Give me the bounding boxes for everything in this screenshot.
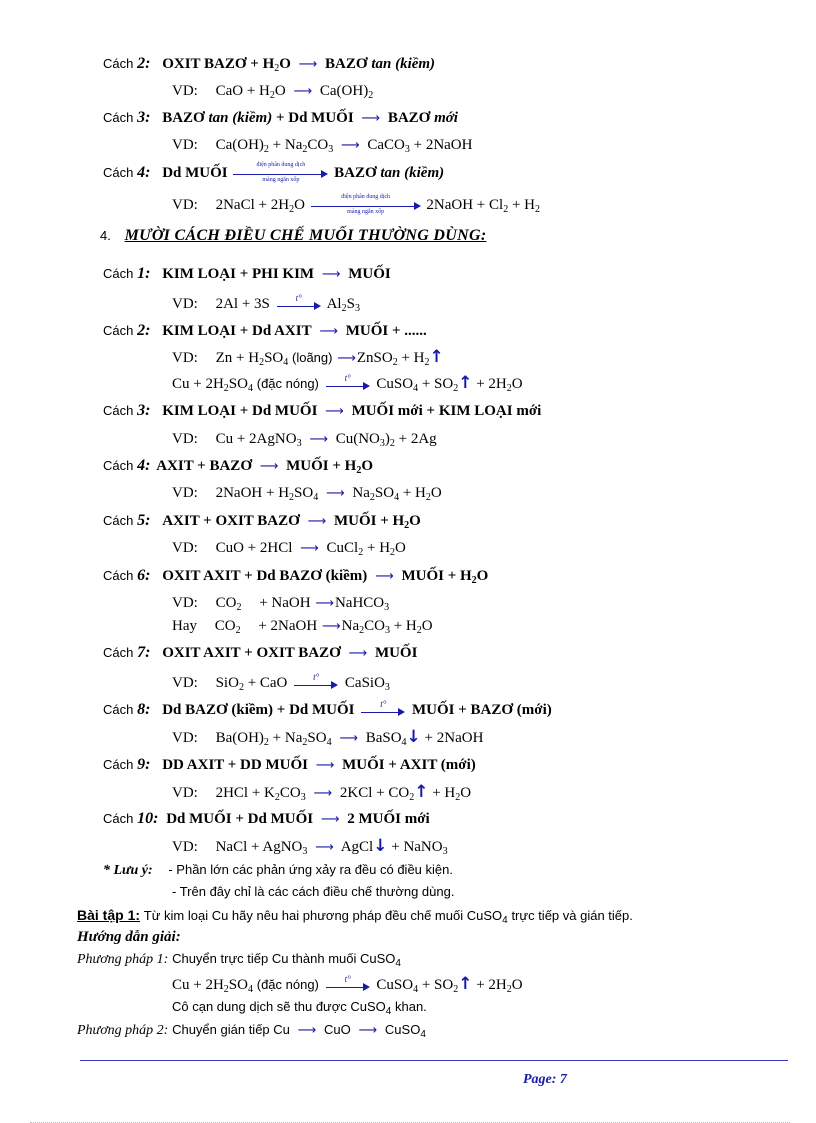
note-line-2: - Trên đây chỉ là các cách điều chế thường dùng. xyxy=(172,884,455,899)
arrow-icon: ⟶ xyxy=(315,840,334,855)
precipitate-down-arrow-icon: ↓ xyxy=(406,727,421,747)
salt-method-5: Cách 5: AXIT + OXIT BAZƠ ⟶ MUỐI + $H_2O$ xyxy=(103,512,421,531)
method-number: 2: xyxy=(137,55,151,72)
method-1-line: Phương pháp 1: Chuyển trực tiếp Cu thành muối CuSO$_4$ xyxy=(77,951,401,969)
arrow-icon: ⟶ xyxy=(358,1023,378,1038)
arrow-icon: ⟶ xyxy=(339,731,358,746)
page-number: Page: 7 xyxy=(523,1072,567,1087)
salt-example-4: VD: 2NaOH + $H_2SO_4$ ⟶ $Na_2SO_4 + H_2O$ xyxy=(172,485,442,503)
arrow-icon: ⟶ xyxy=(315,596,334,611)
salt-example-9: VD: $2HCl + K_2CO_3$ ⟶ $2KCl + CO_2↑ + H_2O$ xyxy=(172,782,472,803)
evaporation-line: Cô cạn dung dịch sẽ thu được CuSO$_4$ khan. xyxy=(172,999,427,1017)
gas-up-arrow-icon: ↑ xyxy=(458,373,473,393)
salt-example-6a: VD: $CO_2$ + NaOH ⟶NaHCO$_3$ xyxy=(172,595,390,613)
method-2-bazo: Cách 2: OXIT BAZƠ + $H_2O$ ⟶ BAZƠ tan (kiềm) xyxy=(103,55,436,74)
salt-example-1: VD: 2Al + 3S t° $Al_2S_3$ xyxy=(172,292,360,314)
arrow-icon: ⟶ xyxy=(375,569,394,584)
heat-arrow-icon: t° xyxy=(326,978,370,994)
footer-divider xyxy=(80,1060,788,1061)
salt-method-3: Cách 3: KIM LOẠI + Dd MUỐI ⟶ MUỐI mới + KIM LOẠI mới xyxy=(103,402,542,419)
salt-method-2: Cách 2: KIM LOẠI + Dd AXIT ⟶ MUỐI + ...... xyxy=(103,322,427,339)
gas-up-arrow-icon: ↑ xyxy=(458,974,473,994)
arrow-icon: ⟶ xyxy=(319,324,338,339)
note-block: * Lưu ý: - Phần lớn các phản ứng xảy ra đều có điều kiện. xyxy=(103,862,453,878)
salt-method-8: Cách 8: Dd BAZƠ (kiềm) + Dd MUỐI t° MUỐI + BAZƠ (mới) xyxy=(103,698,552,718)
heat-arrow-icon: t° xyxy=(277,297,321,313)
heat-arrow-icon: t° xyxy=(361,703,405,719)
arrow-icon: ⟶ xyxy=(297,1023,317,1038)
section-heading: 4. MƯỜI CÁCH ĐIỀU CHẾ MUỐI THƯỜNG DÙNG: xyxy=(100,227,487,244)
salt-method-6: Cách 6: OXIT AXIT + Dd BAZƠ (kiềm) ⟶ MUỐI + $H_2O$ xyxy=(103,567,489,586)
arrow-icon: ⟶ xyxy=(340,138,360,153)
gas-up-arrow-icon: ↑ xyxy=(414,782,429,802)
arrow-icon: ⟶ xyxy=(337,351,356,366)
method-label: Cách xyxy=(103,56,134,71)
salt-example-8: VD: $Ba(OH)_2 + Na_2SO_4$ ⟶ BaSO$_4$↓ + 2NaOH xyxy=(172,727,484,748)
salt-example-5: VD: CuO + 2HCl ⟶ CuCl$_2$ + $H_2O$ xyxy=(172,540,406,558)
electrolysis-arrow-icon: điện phân dung dịch màng ngăn xốp xyxy=(233,166,328,182)
arrow-icon: ⟶ xyxy=(293,84,313,99)
method-4-bazo: Cách 4: Dd MUỐI điện phân dung dịch màng ngăn xốp BAZƠ tan (kiềm) xyxy=(103,161,445,183)
method-1-reaction: $Cu + 2H_2SO_4$ (đặc nóng) t° CuSO$_4$ + $SO_2↑ + 2H_2O$ xyxy=(172,973,523,995)
arrow-icon: ⟶ xyxy=(259,459,279,474)
arrow-icon: ⟶ xyxy=(325,404,344,419)
salt-method-9: Cách 9: DD AXIT + DD MUỐI ⟶ MUỐI + AXIT (mới) xyxy=(103,756,476,773)
arrow-icon: ⟶ xyxy=(325,486,345,501)
arrow-icon: ⟶ xyxy=(298,57,318,72)
heat-arrow-icon: t° xyxy=(294,676,338,692)
arrow-icon: ⟶ xyxy=(315,758,335,773)
arrow-icon: ⟶ xyxy=(361,111,381,126)
method-3-bazo: Cách 3: BAZƠ tan (kiềm) + Dd MUỐI ⟶ BAZƠ mới xyxy=(103,109,458,126)
example-3: VD: $Ca(OH)_2 + Na_2CO_3$ ⟶ CaCO$_3$ + 2NaOH xyxy=(172,137,473,155)
salt-example-2b: $Cu + 2H_2SO_4$ (đặc nóng) t° CuSO$_4$ + $SO_2↑ + 2H_2O$ xyxy=(172,372,523,394)
salt-method-1: Cách 1: KIM LOẠI + PHI KIM ⟶ MUỐI xyxy=(103,265,391,282)
salt-method-10: Cách 10: Dd MUỐI + Dd MUỐI ⟶ 2 MUỐI mới xyxy=(103,810,430,827)
arrow-icon: ⟶ xyxy=(321,267,341,282)
gas-up-arrow-icon: ↑ xyxy=(429,347,444,367)
heat-arrow-icon: t° xyxy=(326,377,370,393)
salt-method-4: Cách 4: AXIT + BAZƠ ⟶ MUỐI + $H_2O$ xyxy=(103,457,374,476)
salt-example-10: VD: NaCl + AgNO$_3$ ⟶ AgCl↓ + NaNO$_3$ xyxy=(172,836,448,857)
method-2-line: Phương pháp 2: Chuyển gián tiếp Cu ⟶ CuO ⟶ CuSO$_4$ xyxy=(77,1022,426,1040)
page-title: MƯỜI CÁCH ĐIỀU CHẾ MUỐI THƯỜNG DÙNG: xyxy=(124,227,487,244)
salt-example-2a: VD: $Zn + H_2SO_4$ (loãng) ⟶ZnSO$_2$ + $H_2↑$ xyxy=(172,347,444,368)
example-4: VD: 2NaCl + $2H_2O$ điện phân dung dịch màng ngăn xốp 2NaOH + $Cl_2 + H_2$ xyxy=(172,193,540,215)
arrow-icon: ⟶ xyxy=(320,812,340,827)
arrow-icon: ⟶ xyxy=(348,646,368,661)
salt-example-6b: Hay $CO_2$ + 2NaOH $⟶Na_2CO_3 + H_2O$ xyxy=(172,618,433,636)
electrolysis-arrow-icon: điện phân dung dịch màng ngăn xốp xyxy=(311,198,421,214)
precipitate-down-arrow-icon: ↓ xyxy=(373,836,388,856)
exercise-question: Bài tập 1: Từ kim loại Cu hãy nêu hai phương pháp đều chế muối CuSO$_4$ trực tiếp và gián tiếp. xyxy=(77,907,633,926)
arrow-icon: ⟶ xyxy=(300,541,319,556)
salt-method-7: Cách 7: OXIT AXIT + OXIT BAZƠ ⟶ MUỐI xyxy=(103,644,418,661)
example-2: VD: CaO + $H_2O$ ⟶ $Ca(OH)_2$ xyxy=(172,83,374,101)
salt-example-7: VD: SiO$_2$ + CaO t° CaSiO$_3$ xyxy=(172,671,390,693)
arrow-icon: ⟶ xyxy=(313,786,333,801)
arrow-icon: ⟶ xyxy=(309,432,328,447)
guide-heading: Hướng dẫn giải: xyxy=(77,929,181,945)
arrow-icon: ⟶ xyxy=(321,619,341,634)
arrow-icon: ⟶ xyxy=(307,514,327,529)
salt-example-3: VD: Cu + 2AgNO$_3$ ⟶ $Cu(NO_3)_2 + 2Ag$ xyxy=(172,431,437,449)
